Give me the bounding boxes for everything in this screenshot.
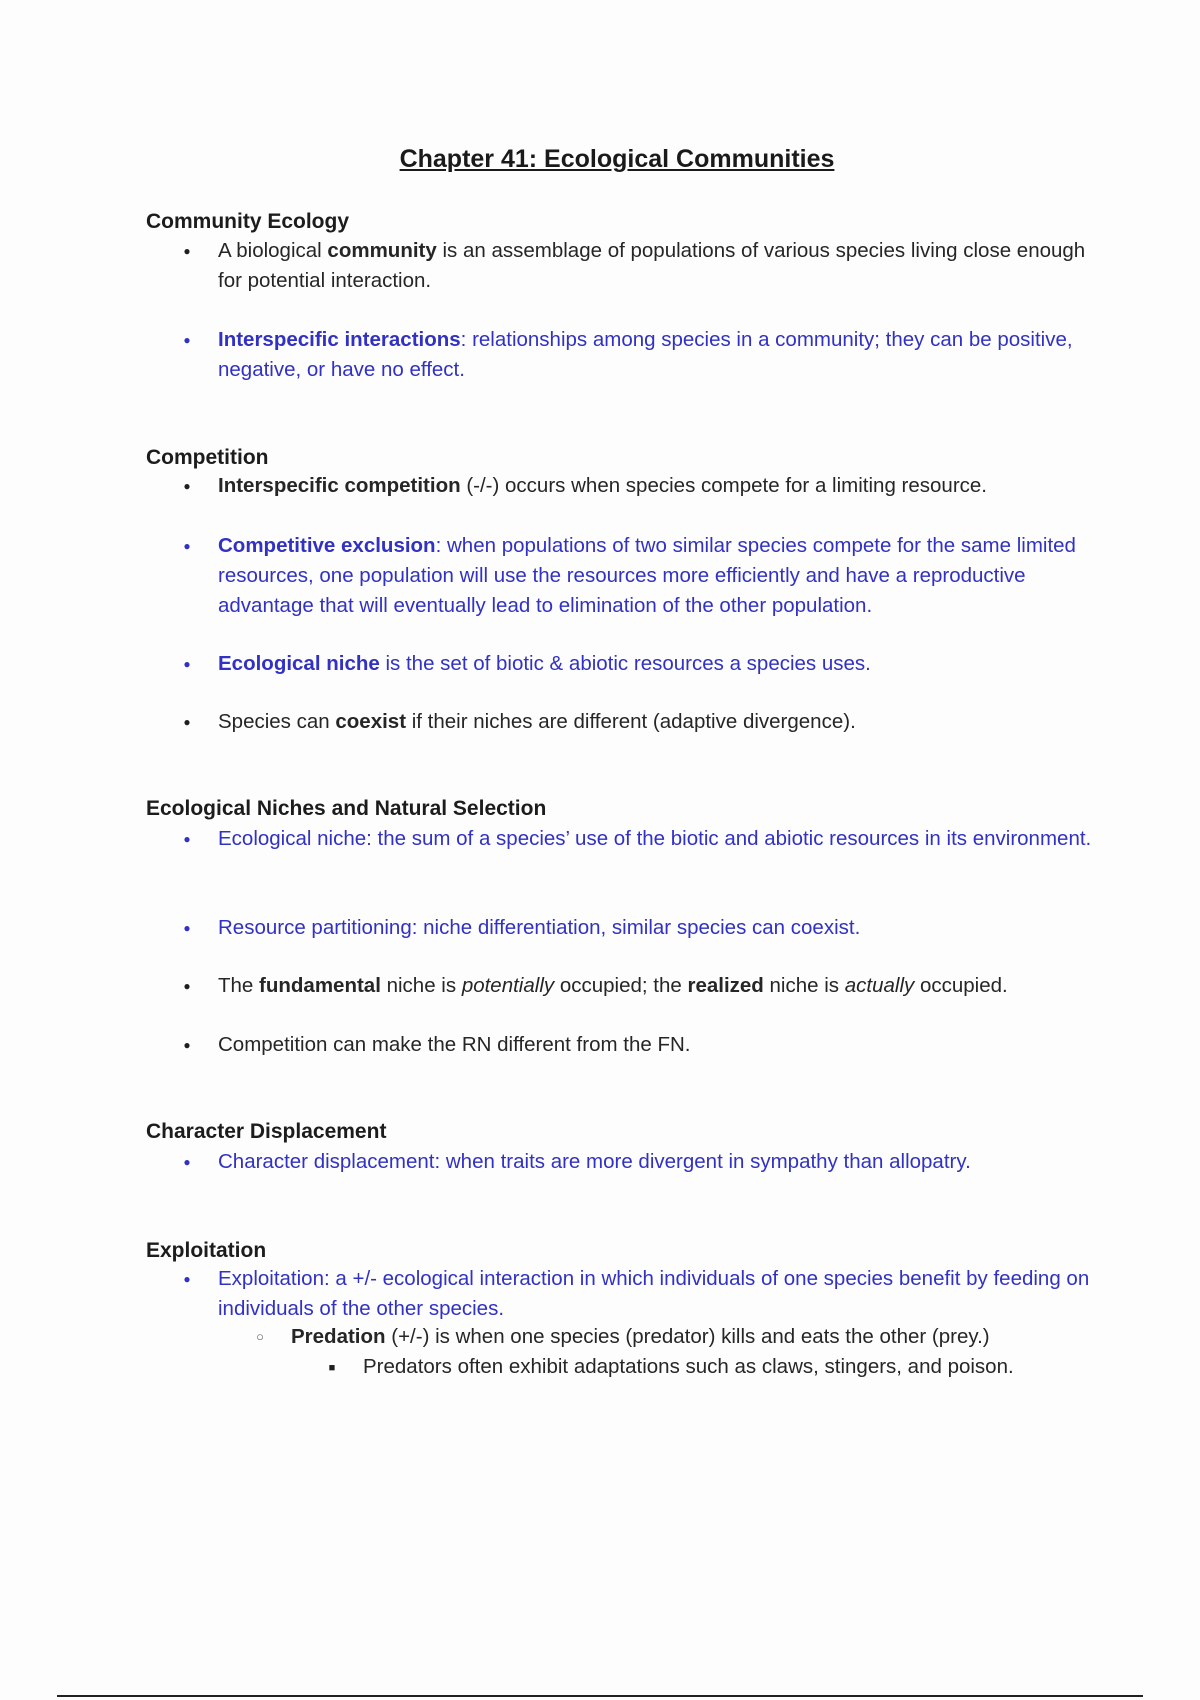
list-item: ● Exploitation: a +/- ecological interaction in which individuals of one species benefit by feeding on individuals of the other species.	[218, 1264, 1098, 1324]
list-item: ● Competitive exclusion: when populations of two similar species compete for the same limited resources, one population will use the resources more efficiently and have a reproductive advantage that will eventually lead to elimination of the other population.	[218, 531, 1098, 621]
bullet-icon	[180, 471, 194, 503]
hollow-bullet-icon	[253, 1322, 267, 1354]
heading-competition: Competition	[146, 446, 269, 469]
bullet-icon	[180, 824, 194, 856]
bullet-icon	[180, 1147, 194, 1179]
bullet-icon	[180, 531, 194, 563]
bullet-icon	[180, 707, 194, 739]
list-item: ● The fundamental niche is potentially occupied; the realized niche is actually occupied.	[218, 971, 1098, 1001]
page-title: Chapter 41: Ecological Communities	[399, 145, 835, 173]
bullet-icon	[180, 1030, 194, 1062]
bullet-icon	[180, 649, 194, 681]
list-item: ● Ecological niche: the sum of a species’ use of the biotic and abiotic resources in its environment.	[218, 824, 1098, 854]
heading-character-displacement: Character Displacement	[146, 1120, 387, 1143]
list-item: ● Interspecific interactions: relationships among species in a community; they can be positive, negative, or have no effect.	[218, 325, 1098, 385]
heading-ecological-niches: Ecological Niches and Natural Selection	[146, 797, 547, 820]
list-item-subsub: ■ Predators often exhibit adaptations such as claws, stingers, and poison.	[363, 1352, 1103, 1382]
square-bullet-icon	[325, 1352, 339, 1385]
heading-community-ecology: Community Ecology	[146, 210, 350, 233]
list-item: ● A biological community is an assemblage of populations of various species living close enough for potential interaction.	[218, 236, 1098, 296]
heading-exploitation: Exploitation	[146, 1239, 267, 1262]
list-item: ● Character displacement: when traits are more divergent in sympathy than allopatry.	[218, 1147, 1098, 1177]
bullet-icon	[180, 913, 194, 945]
list-item: ● Competition can make the RN different from the FN.	[218, 1030, 1098, 1060]
bullet-icon	[180, 236, 194, 268]
list-item-sub: ○ Predation (+/-) is when one species (predator) kills and eats the other (prey.)	[291, 1322, 1101, 1352]
bullet-icon	[180, 971, 194, 1003]
list-item: ● Ecological niche is the set of biotic & abiotic resources a species uses.	[218, 649, 1098, 679]
list-item: ● Interspecific competition (-/-) occurs when species compete for a limiting resource.	[218, 471, 1098, 501]
page-divider	[57, 1695, 1143, 1697]
list-item: ● Resource partitioning: niche differentiation, similar species can coexist.	[218, 913, 1098, 943]
list-item: ● Species can coexist if their niches are different (adaptive divergence).	[218, 707, 1098, 737]
bullet-icon	[180, 1264, 194, 1296]
bullet-icon	[180, 325, 194, 357]
